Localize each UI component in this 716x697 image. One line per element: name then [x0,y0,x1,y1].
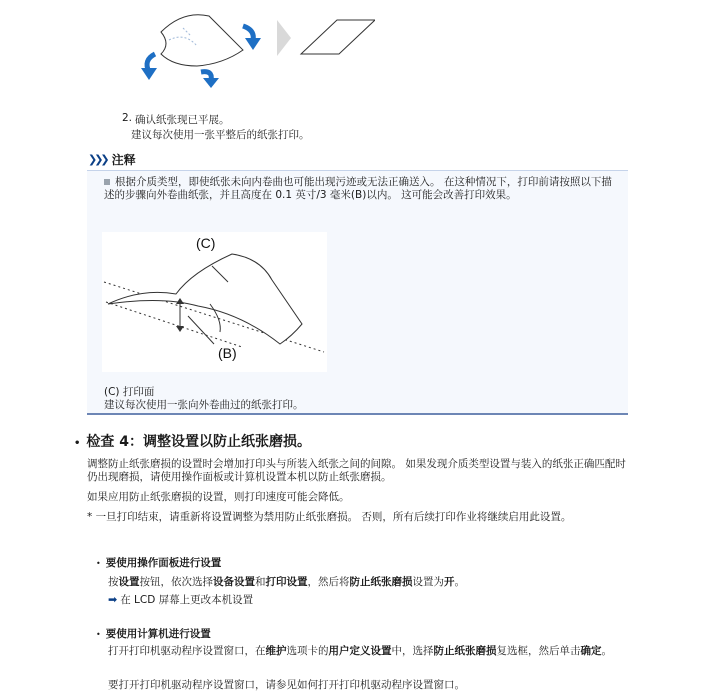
figure-label-c: (C) [196,235,216,251]
figure-label-b: (B) [218,345,237,361]
outward-curl-figure [102,232,327,372]
curled-paper-icon [161,15,243,66]
check-4-paragraph-3: * 一旦打印结束，请重新将设置调整为禁用防止纸张磨损。 否则，所有后续打印作业将继续启用此设置。 [87,511,572,523]
bullet-icon: • [74,438,81,449]
step-2-number: 2. [122,112,133,124]
note-body: 根据介质类型，即使纸张未向内卷曲也可能出现污迹或无法正确送入。 在这种情况下，打印前请按照以下描述的步骤向外卷曲纸张，并且高度在 0.1 英寸/3 毫米(B)以内。 这可能会改善打印效果。 [104,176,612,201]
note-heading [88,151,136,168]
section-check-4-title: 检查 4：调整设置以防止纸张磨损。 [86,434,312,450]
figure-caption-advice: 建议每次使用一张向外卷曲过的纸张打印。 [104,399,304,411]
driver-window-link[interactable]: 如何打开打印机驱动程序设置窗口 [297,679,455,691]
section-check-4-heading [74,431,311,451]
lcd-settings-link-text[interactable]: 在 LCD 屏幕上更改本机设置 [120,594,254,606]
driver-window-reference: 要打开打印机驱动程序设置窗口，请参见如何打开打印机驱动程序设置窗口。 [108,679,465,691]
check-4-paragraph-2: 如果应用防止纸张磨损的设置，则打印速度可能会降低。 [87,491,350,503]
bullet-icon [104,179,110,185]
note-chevron-icon: ❯❯❯ [88,153,107,166]
computer-instructions: 打开打印机驱动程序设置窗口，在维护选项卡的用户定义设置中，选择防止纸张磨损复选框，然后单击确定。 [108,645,612,657]
paper-flatten-illustration [125,6,375,88]
arrow-right-icon: ➡ [108,593,118,606]
step-2-description: 建议每次使用一张平整后的纸张打印。 [131,129,310,141]
panel-instructions: 按设置按钮，依次选择设备设置和打印设置，然后将防止纸张磨损设置为开。 [108,576,465,588]
computer-subheading-text: 要使用计算机进行设置 [105,628,211,640]
figure-caption-print-side: (C) 打印面 [104,386,155,398]
arrow-icon [201,72,219,88]
note-label: 注释 [111,153,136,167]
flat-paper-icon [301,20,375,54]
arrow-icon [141,54,157,80]
panel-subheading [96,555,221,570]
panel-subheading-text: 要使用操作面板进行设置 [105,557,222,569]
note-text [104,176,616,202]
computer-subheading [96,626,211,641]
step-arrow-icon [277,20,291,56]
bullet-icon: • [96,559,101,568]
arrow-icon [243,26,261,50]
step-2-title: 确认纸张现已平展。 [135,114,230,126]
check-4-paragraph-1: 调整防止纸张磨损的设置时会增加打印头与所装入纸张之间的间隙。 如果发现介质类型设置与装入的纸张正确匹配时仍出现磨损，请使用操作面板或计算机设置本机以防止纸张磨损。 [87,458,626,483]
lcd-settings-link[interactable] [108,592,253,607]
bullet-icon: • [96,630,101,639]
